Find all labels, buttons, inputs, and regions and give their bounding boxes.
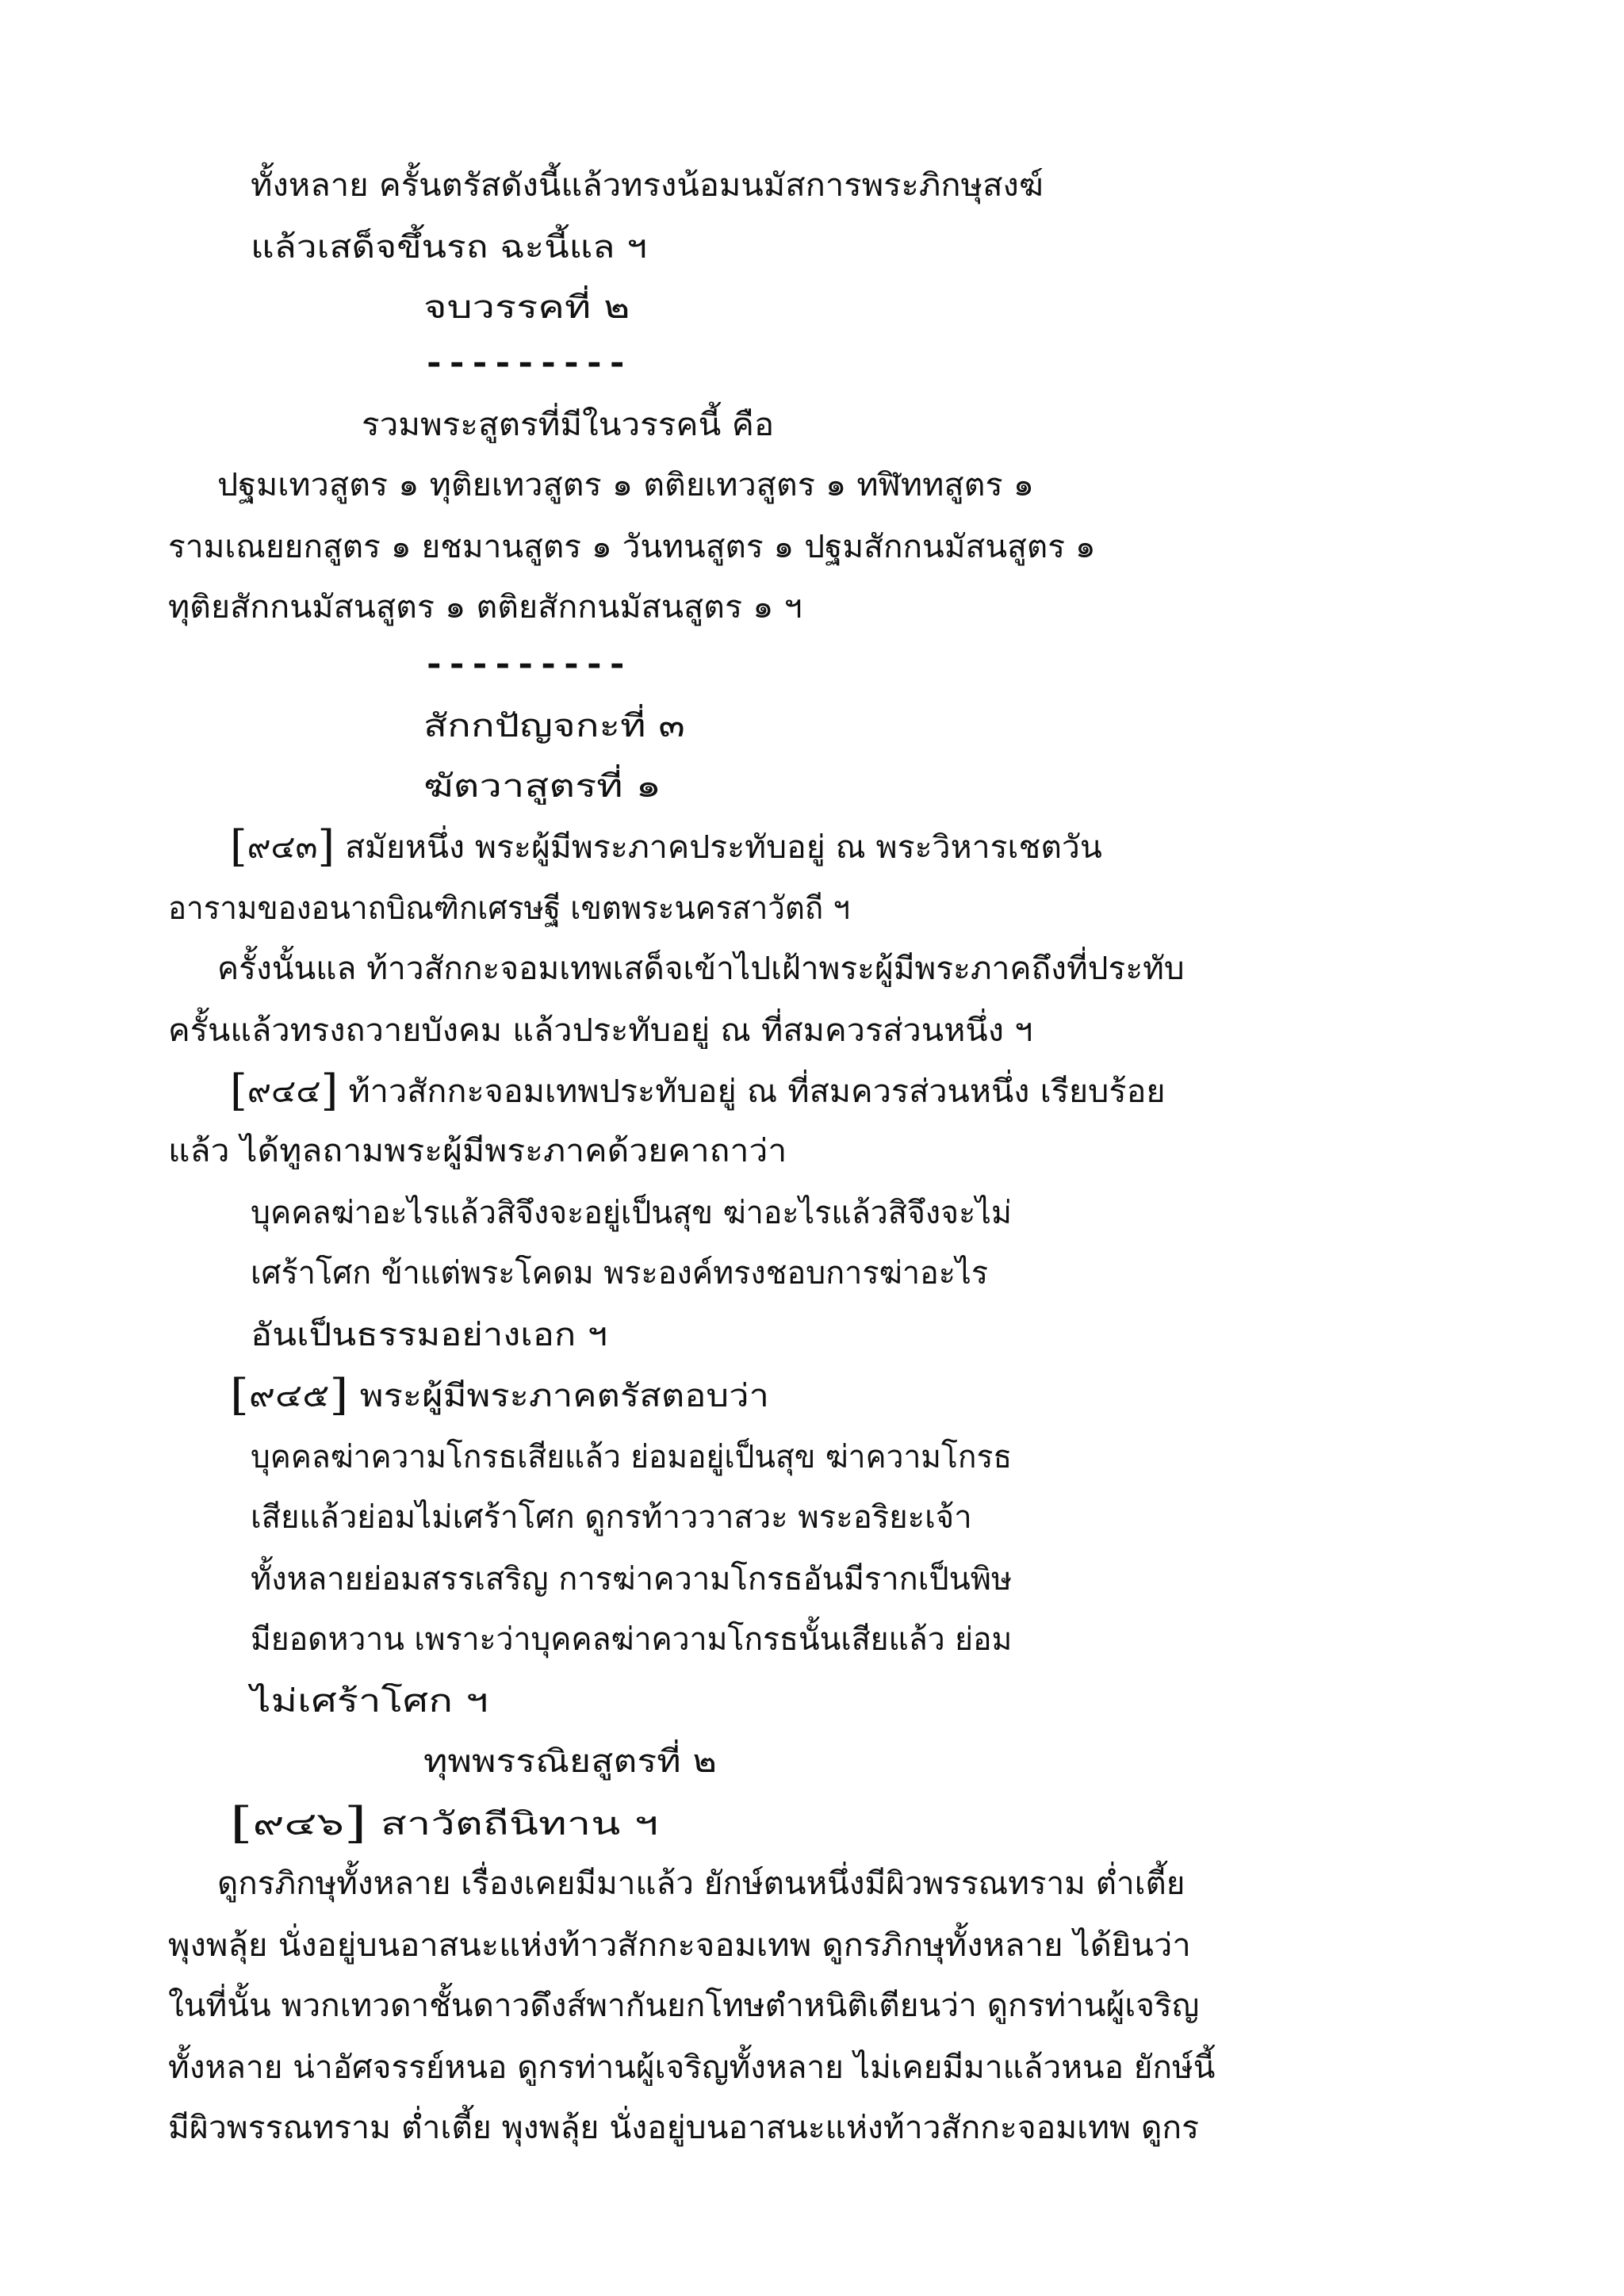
paragraph-text: พระผู้มีพระภาคตรัสตอบว่า	[348, 1378, 769, 1414]
text-line: อารามของอนาถบิณฑิกเศรษฐี เขตพระนครสาวัตถี ฯ	[168, 890, 850, 927]
paragraph-number: ๙๔๔	[247, 1073, 321, 1110]
summary-heading: รวมพระสูตรที่มีในวรรคนี้ คือ	[362, 407, 775, 443]
verse-line: ไม่เศร้าโศก ฯ	[251, 1683, 488, 1720]
text-line: มีผิวพรรณทราม ต่ำเตี้ย พุงพลุ้ย นั่งอยู่บนอาสนะแห่งท้าวสักกะจอมเทพ ดูกร	[168, 2110, 1200, 2146]
paragraph-text: สมัยหนึ่ง พระผู้มีพระภาคประทับอยู่ ณ พระวิหารเชตวัน	[335, 829, 1102, 866]
sutta-heading: ฆัตวาสูตรที่ ๑	[423, 768, 661, 805]
numbered-paragraph: [๙๔๖] สาวัตถีนิทาน ฯ	[230, 1798, 659, 1848]
text-line: แล้วเสด็จขึ้นรถ ฉะนี้แล ฯ	[251, 229, 647, 266]
numbered-paragraph: [๙๔๕] พระผู้มีพระภาคตรัสตอบว่า	[230, 1370, 769, 1420]
text-line: ทั้งหลาย ครั้นตรัสดังนี้แล้วทรงน้อมนมัสการพระภิกษุสงฆ์	[251, 167, 1044, 204]
text-line: ทุติยสักกนมัสนสูตร ๑ ตติยสักกนมัสนสูตร ๑ ฯ	[168, 589, 802, 626]
verse-line: บุคคลฆ่าความโกรธเสียแล้ว ย่อมอยู่เป็นสุข ฆ่าความโกรธ	[251, 1439, 1013, 1475]
verse-line: มียอดหวาน เพราะว่าบุคคลฆ่าความโกรธนั้นเสียแล้ว ย่อม	[251, 1621, 1013, 1658]
text-line: พุงพลุ้ย นั่งอยู่บนอาสนะแห่งท้าวสักกะจอมเทพ ดูกรภิกษุทั้งหลาย ได้ยินว่า	[168, 1927, 1191, 1964]
paragraph-text: ท้าวสักกะจอมเทพประทับอยู่ ณ ที่สมควรส่วนหนึ่ง เรียบร้อย	[338, 1073, 1166, 1110]
sutta-heading: ทุพพรรณิยสูตรที่ ๒	[423, 1743, 717, 1780]
paragraph-number: ๙๔๓	[247, 829, 318, 866]
text-line: รามเณยยกสูตร ๑ ยชมานสูตร ๑ วันทนสูตร ๑ ปฐมสักกนมัสนสูตร ๑	[168, 529, 1096, 565]
chapter-end-heading: จบวรรคที่ ๒	[423, 289, 630, 326]
separator-line: ---------	[423, 646, 630, 683]
paragraph-number: ๙๔๕	[248, 1378, 330, 1414]
verse-line: บุคคลฆ่าอะไรแล้วสิจึงจะอยู่เป็นสุข ฆ่าอะไรแล้วสิจึงจะไม่	[251, 1195, 1012, 1231]
verse-line: อันเป็นธรรมอย่างเอก ฯ	[251, 1317, 608, 1353]
text-line: ครั้นแล้วทรงถวายบังคม แล้วประทับอยู่ ณ ที่สมควรส่วนหนึ่ง ฯ	[168, 1012, 1033, 1049]
text-line: ปฐมเทวสูตร ๑ ทุติยเทวสูตร ๑ ตติยเทวสูตร ๑ ทฬิททสูตร ๑	[217, 467, 1035, 503]
section-heading: สักกปัญจกะที่ ๓	[423, 708, 685, 744]
numbered-paragraph: [๙๔๔] ท้าวสักกะจอมเทพประทับอยู่ ณ ที่สมควรส่วนหนึ่ง เรียบร้อย	[230, 1066, 1166, 1115]
text-line: ในที่นั้น พวกเทวดาชั้นดาวดึงส์พากันยกโทษตำหนิติเตียนว่า ดูกรท่านผู้เจริญ	[168, 1988, 1200, 2024]
numbered-paragraph: [๙๔๓] สมัยหนึ่ง พระผู้มีพระภาคประทับอยู่ ณ พระวิหารเชตวัน	[230, 821, 1102, 871]
verse-line: ทั้งหลายย่อมสรรเสริญ การฆ่าความโกรธอันมีรากเป็นพิษ	[251, 1561, 1013, 1598]
paragraph-text: สาวัตถีนิทาน ฯ	[366, 1806, 659, 1843]
verse-line: เศร้าโศก ข้าแต่พระโคดม พระองค์ทรงชอบการฆ่าอะไร	[251, 1255, 989, 1292]
paragraph-number: ๙๔๖	[252, 1806, 344, 1843]
text-line: ดูกรภิกษุทั้งหลาย เรื่องเคยมีมาแล้ว ยักษ์ตนหนึ่งมีผิวพรรณทราม ต่ำเตี้ย	[217, 1866, 1185, 1902]
text-line: ทั้งหลาย น่าอัศจรรย์หนอ ดูกรท่านผู้เจริญทั้งหลาย ไม่เคยมีมาแล้วหนอ ยักษ์นี้	[168, 2049, 1216, 2086]
verse-line: เสียแล้วย่อมไม่เศร้าโศก ดูกรท้าววาสวะ พระอริยะเจ้า	[251, 1499, 972, 1536]
text-line: แล้ว ได้ทูลถามพระผู้มีพระภาคด้วยคาถาว่า	[168, 1133, 787, 1169]
text-line: ครั้งนั้นแล ท้าวสักกะจอมเทพเสด็จเข้าไปเฝ้าพระผู้มีพระภาคถึงที่ประทับ	[217, 951, 1185, 987]
separator-line: ---------	[423, 345, 630, 381]
